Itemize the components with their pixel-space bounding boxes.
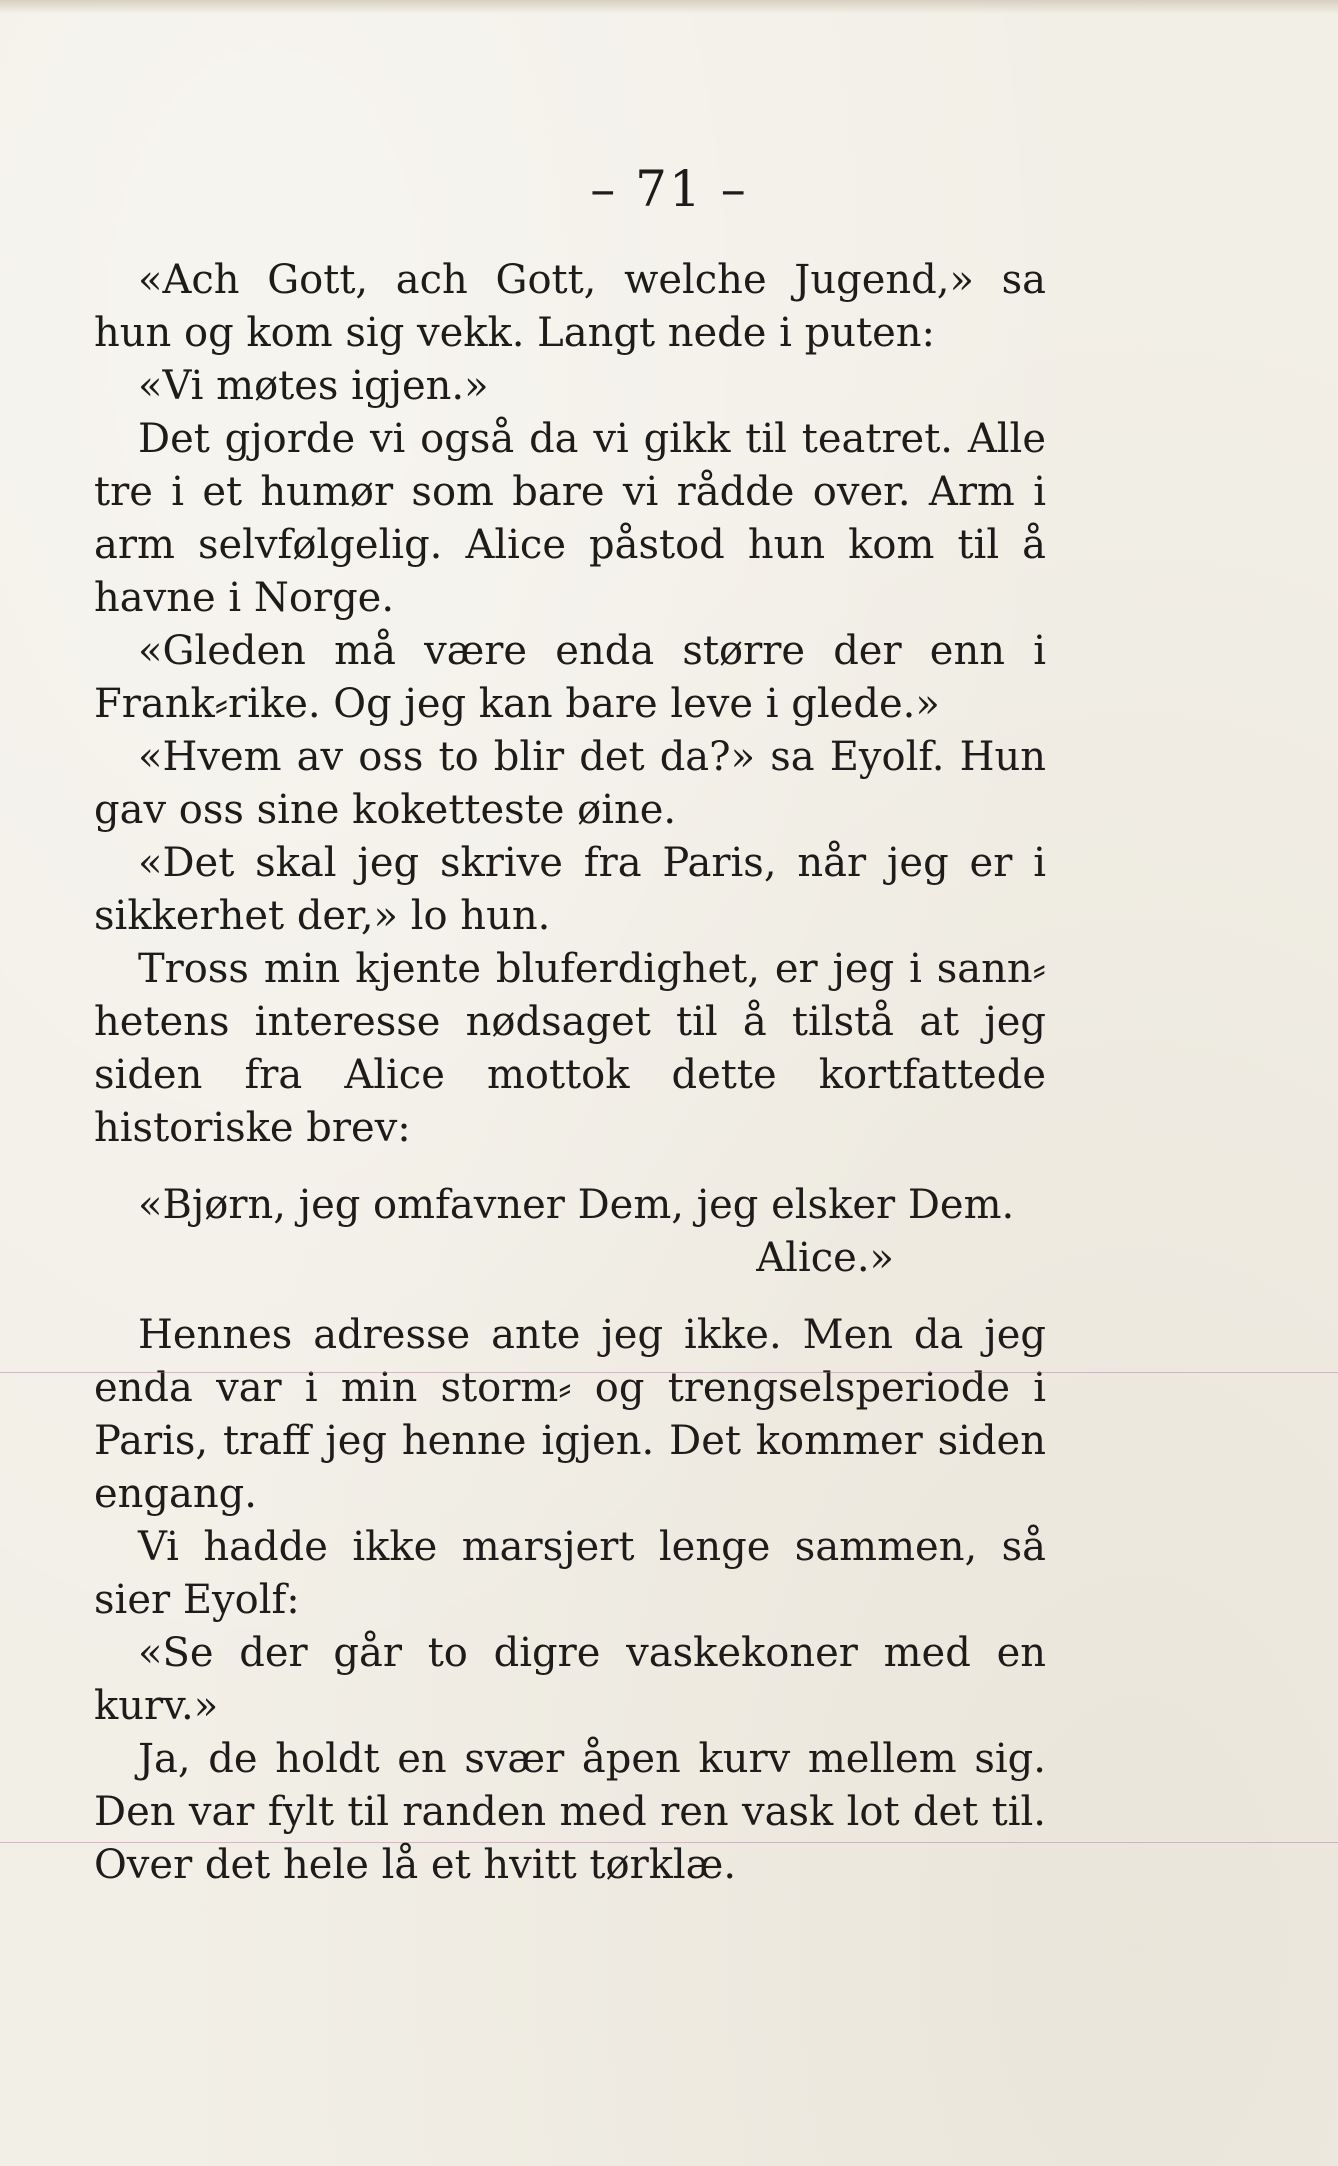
- paragraph: «Gleden må være enda større der enn i Frank⸗rike. Og jeg kan bare leve i glede.»: [94, 628, 1046, 727]
- pencil-mark: [0, 1372, 1338, 1373]
- paragraph: Vi hadde ikke marsjert lenge sammen, så sier Eyolf:: [94, 1524, 1046, 1623]
- page-edge: [0, 0, 1338, 14]
- paragraph: «Se der går to digre vaskekoner med en kurv.»: [94, 1630, 1046, 1729]
- paragraph: «Det skal jeg skrive fra Paris, når jeg er i sikkerhet der,» lo hun.: [94, 840, 1046, 939]
- paragraph: «Ach Gott, ach Gott, welche Jugend,» sa hun og kom sig vekk. Langt nede i puten:: [94, 257, 1046, 356]
- paragraph: Det gjorde vi også da vi gikk til teatret. Alle tre i et humør som bare vi rådde over. Arm i arm selvfølgelig. Alice påstod hun kom til å havne i Norge.: [94, 416, 1046, 621]
- paragraph: «Hvem av oss to blir det da?» sa Eyolf. Hun gav oss sine koketteste øine.: [94, 734, 1046, 833]
- letter-signature: Alice.»: [756, 1235, 894, 1281]
- paragraph: Hennes adresse ante jeg ikke. Men da jeg enda var i min storm⸗ og trengselsperiode i Paris, traff jeg henne igjen. Det kommer siden engang.: [94, 1312, 1046, 1517]
- pencil-mark: [0, 1842, 1338, 1843]
- quoted-letter: [94, 1179, 1046, 1285]
- paragraph: «Vi møtes igjen.»: [138, 363, 489, 409]
- paragraph: Tross min kjente bluferdighet, er jeg i sann⸗hetens interesse nødsaget til å tilstå at jeg siden fra Alice mottok dette kortfattede historiske brev:: [94, 946, 1046, 1151]
- letter-body: «Bjørn, jeg omfavner Dem, jeg elsker Dem.: [138, 1182, 1015, 1228]
- paragraph: Ja, de holdt en svær åpen kurv mellem sig. Den var fylt til randen med ren vask lot det til. Over det hele lå et hvitt tørklæ.: [94, 1736, 1046, 1888]
- page-number: – 71 –: [590, 160, 748, 218]
- body-text: [94, 254, 1046, 1892]
